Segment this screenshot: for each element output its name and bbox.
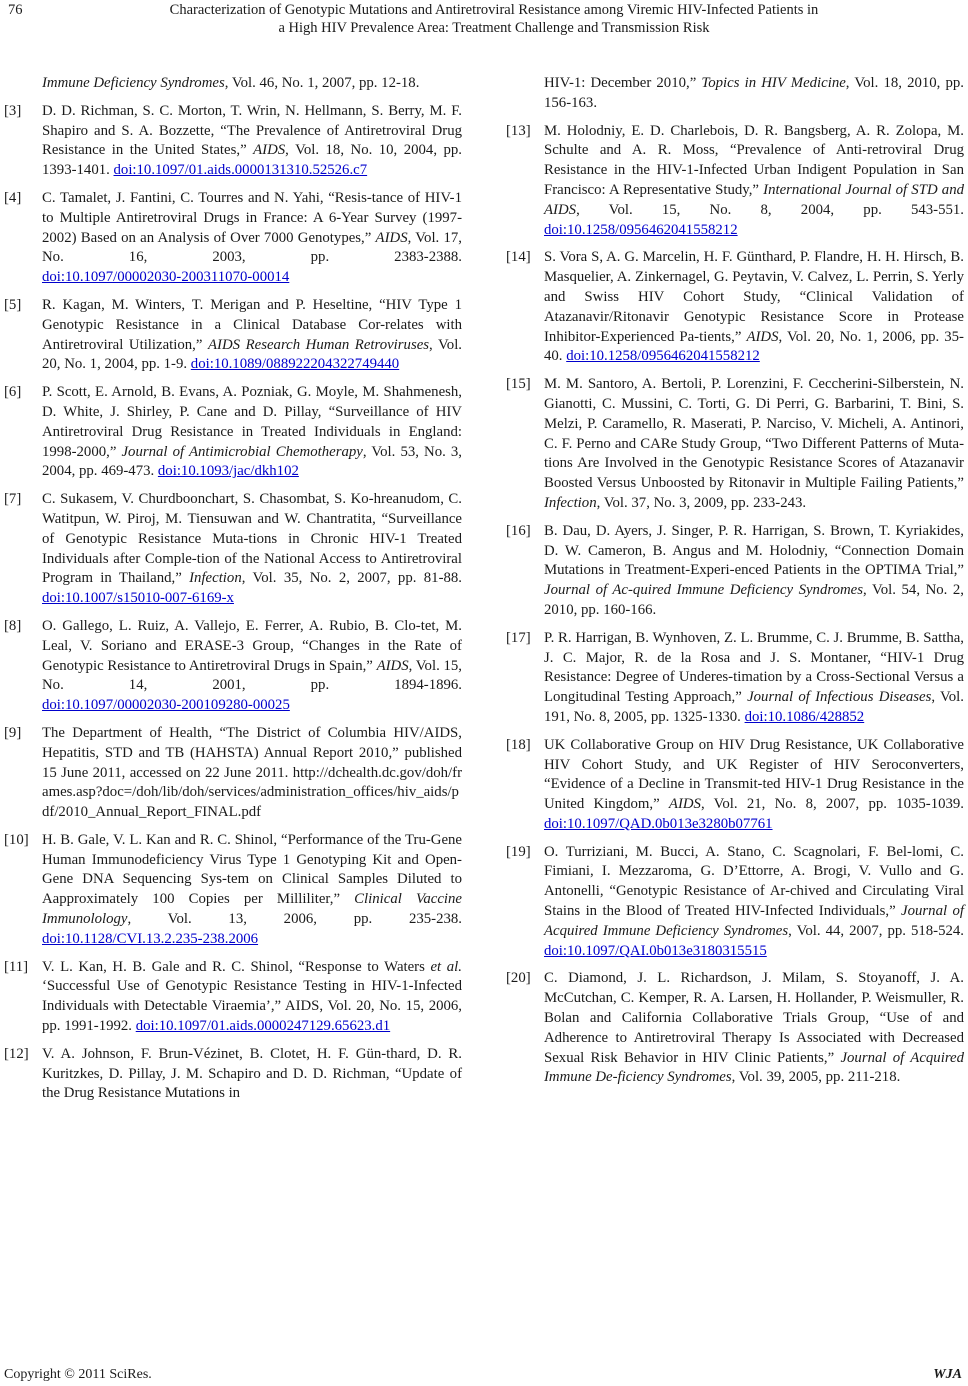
reference-item xyxy=(4,1045,462,1104)
reference-details: , Vol. 54, No. 2, 2010, pp. 160-166. xyxy=(544,582,965,618)
reference-number: [7] xyxy=(4,491,22,508)
reference-details: , Vol. 46, No. 1, 2007, pp. 12-18. xyxy=(224,75,420,91)
reference-details: , Vol. 44, 2007, pp. 518-524. xyxy=(788,922,965,939)
reference-text: UK Collaborative Group on HIV Drug Resistance, UK Collaborative HIV Cohort Study, and UK Register of HIV Seroconverters, “Evidence of a Decline in Transmit-ted HIV-1 Drug Resistance in the United Kingdom,” xyxy=(544,736,964,813)
journal-abbreviation: WJA xyxy=(933,1367,962,1382)
doi-link[interactable]: doi:10.1086/428852 xyxy=(744,708,865,725)
reference-number: [10] xyxy=(4,831,29,848)
reference-text: R. Kagan, M. Winters, T. Merigan and P. Heseltine, “HIV Type 1 Genotypic Resistance in a Clinical Database Cor-relates with Antiretroviral Utilization,” xyxy=(42,296,462,353)
reference-item xyxy=(506,969,964,1088)
reference-text: P. Scott, E. Arnold, B. Evans, A. Pozniak, G. Moyle, M. Shahmenesh, D. White, J. Shirley, P. Cane and D. Pillay, “Surveillance of HIV Antiretroviral Drug Resistance in Treated Individuals in England: 1998-2000,” xyxy=(42,384,462,460)
reference-details: , Vol. 39, 2005, pp. 211-218. xyxy=(731,1069,901,1086)
reference-item xyxy=(4,958,462,1037)
doi-link[interactable]: doi:10.1097/01.aids.0000131310.52526.c7 xyxy=(113,162,368,179)
doi-link[interactable]: doi:10.1007/s15010-007-6169-x xyxy=(42,590,234,607)
reference-details: , Vol. 20, No. 1, 2004, pp. 1-9. xyxy=(42,336,462,373)
journal-name: AIDS xyxy=(668,796,701,813)
reference-text: C. Sukasem, V. Churdboonchart, S. Chasombat, S. Ko-hreanudom, C. Watitpun, W. Piroj, M. Tiensuwan and W. Chantratita, “Surveillance of Genotypic Resistance Muta-tions in Chronic HIV-1 Treated Individuals after Comple-tion of the National Access to Antiretroviral Program in Thailand,” xyxy=(42,491,462,587)
reference-text: S. Vora S, A. G. Marcelin, H. F. Günthard, P. Flandre, H. H. Hirsch, B. Masquelier, A. Zinkernagel, G. Peytavin, V. Calvez, L. Perrin, S. Yerly and Swiss HIV Cohort Study, “Clinical Validation of Atazanavir/Ritonavir Genotypic Resistance Score in Protease Inhibitor-Experienced Pa-tients,” xyxy=(544,249,964,345)
reference-item xyxy=(506,248,964,367)
running-header-line-1: Characterization of Genotypic Mutations and Antiretroviral Resistance among Viremic HIV-Infected Patients in xyxy=(169,2,819,18)
journal-name: International Journal of STD and AIDS xyxy=(544,181,964,218)
reference-details: , Vol. 15, No. 8, 2004, pp. 543-551. xyxy=(576,201,964,218)
running-header xyxy=(60,1,928,37)
reference-details: , Vol. 18, No. 10, 2004, pp. 1393-1401. xyxy=(42,142,462,179)
reference-continuation xyxy=(4,74,462,94)
journal-name: Infection xyxy=(544,494,597,511)
reference-number: [6] xyxy=(4,384,22,401)
reference-item xyxy=(506,522,964,621)
reference-item xyxy=(4,296,462,375)
reference-item xyxy=(506,375,964,514)
reference-text: M. M. Santoro, A. Bertoli, P. Lorenzini, F. Ceccherini-Silberstein, N. Gianotti, C. Mussini, C. Torti, G. Di Perri, G. Barbarini, T. Bini, S. Melzi, P. Caramello, R. Maserati, P. Narciso, V. Micheli, A. Antinori, C. F. Perno and CARe Study Group, “Two Different Patterns of Muta-tions Are Involved in the Genotypic Resistance Scores of Atazanavir Boosted Versus Unboosted by Ritonavir in Multiple Failing Patients,” xyxy=(544,376,964,492)
reference-number: [9] xyxy=(4,724,22,741)
reference-text: C. Diamond, J. L. Richardson, J. Milam, S. Stoyanoff, J. A. McCutchan, C. Kemper, R. A. Larsen, H. Hollander, P. Weismuller, R. Bolan and California Collaborative Trials Group, “Use of and Adherence to Antiretroviral Therapy Is Associated with Decreased Sexual Risk Behavior in HIV Clinic Patients,” xyxy=(544,970,964,1066)
reference-item xyxy=(4,189,462,288)
reference-item xyxy=(4,383,462,482)
reference-text: H. B. Gale, V. L. Kan and R. C. Shinol, “Performance of the Tru-Gene Human Immunodeficiency Virus Type 1 Genotyping Kit and Open-Gene DNA Sequencing Sys-tem on Clinical Samples Diluted to Aapproximately 100 Copies per Milliliter,” xyxy=(42,831,462,908)
right-column xyxy=(506,74,964,1096)
reference-details: , Vol. 21, No. 8, 2007, pp. 1035-1039. xyxy=(700,796,964,813)
reference-details: , Vol. 15, No. 14, 2001, pp. 1894-1896. xyxy=(42,657,462,694)
journal-name: Journal of Acquired Immune Deficiency Syndromes xyxy=(544,903,964,939)
reference-text: D. D. Richman, S. C. Morton, T. Wrin, N. Hellmann, S. Berry, M. F. Shapiro and S. A. Bozzette, “The Prevalence of Antiretroviral Drug Resistance in the United States,” xyxy=(42,102,462,159)
left-column xyxy=(4,74,462,1112)
reference-continuation xyxy=(506,74,964,114)
reference-number: [14] xyxy=(506,249,531,266)
copyright-notice: Copyright © 2011 SciRes. xyxy=(4,1367,152,1382)
doi-link[interactable]: doi:10.1097/QAI.0b013e3180315515 xyxy=(544,942,767,959)
journal-name: Journal of Antimicrobial Chemotherapy xyxy=(121,443,363,460)
reference-number: [8] xyxy=(4,617,22,634)
doi-link[interactable]: doi:10.1128/CVI.13.2.235-238.2006 xyxy=(42,930,259,947)
reference-text: P. R. Harrigan, B. Wynhoven, Z. L. Brumme, C. J. Brumme, B. Sattha, J. C. Major, R. de la Rosa and J. S. Montaner, “HIV-1 Drug Resistance: Degree of Underes-timation by a Cross-Sectional Versus a Longitudinal Testing Approach,” xyxy=(544,629,964,706)
doi-link[interactable]: doi:10.1097/QAD.0b013e3280b07761 xyxy=(544,815,773,832)
reference-details: , Vol. 37, No. 3, 2009, pp. 233-243. xyxy=(596,494,807,511)
reference-number: [11] xyxy=(4,958,29,975)
journal-name: Journal of Infectious Diseases xyxy=(747,689,932,706)
doi-link[interactable]: doi:10.1089/088922204322749440 xyxy=(190,356,400,373)
reference-item xyxy=(506,843,964,962)
reference-number: [19] xyxy=(506,843,531,860)
reference-number: [4] xyxy=(4,189,22,206)
reference-item xyxy=(506,122,964,241)
reference-number: [12] xyxy=(4,1045,29,1062)
doi-link[interactable]: doi:10.1097/00002030-200311070-00014 xyxy=(42,269,290,286)
journal-name: Clinical Vaccine Immunolology xyxy=(42,891,462,928)
reference-details: , Vol. 20, No. 1, 2006, pp. 35-40. xyxy=(544,328,964,365)
reference-text: O. Turriziani, M. Bucci, A. Stano, C. Scagnolari, F. Bel-lomi, C. Fimiani, I. Mezzaroma, G. D’Ettorre, A. Brogi, V. Vullo and G. Antonelli, “Genotypic Resistance of Ar-chived and Circulating Viral Stains in the Blood of Treated HIV-Infected Individuals,” xyxy=(544,843,964,920)
reference-item xyxy=(4,102,462,181)
journal-name: AIDS xyxy=(746,328,779,345)
doi-link[interactable]: doi:10.1258/0956462041558212 xyxy=(566,348,760,365)
journal-name: AIDS xyxy=(253,142,286,159)
reference-item xyxy=(506,736,964,835)
journal-name: Journal of Acquired Immune De-ficiency Syndromes xyxy=(544,1049,964,1086)
reference-url: http://dchealth.dc.gov/doh/frames.asp?doc=/doh/lib/doh/services/administration_offices/hiv_aids/pdf/2010_Annual_Report_FINAL.pdf xyxy=(42,764,462,821)
journal-name: et al. xyxy=(430,958,462,975)
running-header-line-2: a High HIV Prevalence Area: Treatment Challenge and Transmission Risk xyxy=(278,20,710,36)
reference-number: [20] xyxy=(506,970,531,987)
reference-number: [15] xyxy=(506,376,531,393)
reference-text: The Department of Health, “The District of Columbia HIV/AIDS, Hepatitis, STD and TB (HAHSTA) Annual Report 2010,” published 15 June 2011, accessed on 22 June 2011. xyxy=(42,724,462,781)
doi-link[interactable]: doi:10.1093/jac/dkh102 xyxy=(157,463,299,480)
journal-name: AIDS Research Human Retroviruses xyxy=(208,336,430,353)
reference-text: B. Dau, D. Ayers, J. Singer, P. R. Harrigan, S. Brown, T. Kyriakides, D. W. Cameron, B. Angus and M. Holodniy, “Connection Domain Mutations in Treatment-Experi-enced Patients in the OPTIMA Trial,” xyxy=(544,522,964,579)
reference-text: M. Holodniy, E. D. Charlebois, D. R. Bangsberg, A. R. Zolopa, M. Schulte and A. R. Moss, “Prevalence of Anti-retroviral Drug Resistance in the HIV-1-Infected Urban Indigent Population in San Francisco: A Representative Study,” xyxy=(544,122,964,198)
reference-item xyxy=(4,831,462,950)
reference-number: [16] xyxy=(506,522,531,539)
journal-name: Journal of Ac-quired Immune Deficiency Syndromes xyxy=(544,582,863,599)
reference-text: V. L. Kan, H. B. Gale and R. C. Shinol, “Response to Waters xyxy=(42,958,431,975)
journal-name: Immune Deficiency Syndromes xyxy=(42,75,225,91)
journal-name: Infection xyxy=(189,570,242,587)
reference-text: HIV-1: December 2010,” xyxy=(544,75,702,91)
reference-number: [3] xyxy=(4,102,22,119)
reference-number: [13] xyxy=(506,122,531,139)
reference-details: ‘Successful Use of Genotypic Resistance Testing in HIV-1-Infected Individuals with Detectable Viraemia’,” AIDS, Vol. 20, No. 15, 2006, pp. 1991-1992. xyxy=(42,978,462,1035)
reference-item xyxy=(4,617,462,716)
reference-details: , Vol. 53, No. 3, 2004, pp. 469-473. xyxy=(42,443,463,480)
page-number: 76 xyxy=(8,2,23,18)
doi-link[interactable]: doi:10.1097/01.aids.0000247129.65623.d1 xyxy=(135,1018,391,1035)
reference-details: , Vol. 13, 2006, pp. 235-238. xyxy=(127,911,462,928)
reference-details: , Vol. 191, No. 8, 2005, pp. 1325-1330. xyxy=(544,689,964,725)
reference-text: O. Gallego, L. Ruiz, A. Vallejo, E. Ferrer, A. Rubio, B. Clo-tet, M. Leal, V. Soriano and ERASE-3 Group, “Changes in the Rate of Genotypic Resistance to Antiretroviral Drugs in Spain,” xyxy=(42,617,462,674)
journal-name: AIDS xyxy=(375,229,408,246)
reference-text: V. A. Johnson, F. Brun-Vézinet, B. Clotet, H. F. Gün-thard, D. R. Kuritzkes, D. Pillay, J. M. Schapiro and D. D. Richman, “Update of the Drug Resistance Mutations in xyxy=(42,1045,462,1102)
reference-item xyxy=(506,629,964,728)
reference-details: , Vol. 18, 2010, pp. 156-163. xyxy=(544,75,964,111)
doi-link[interactable]: doi:10.1258/0956462041558212 xyxy=(544,221,738,238)
journal-name: AIDS xyxy=(376,657,409,674)
reference-number: [17] xyxy=(506,629,531,646)
reference-text: C. Tamalet, J. Fantini, C. Tourres and N. Yahi, “Resis-tance of HIV-1 to Multiple Antiretroviral Drugs in France: A 6-Year Survey (1997-2002) Based on an Analysis of Over 7000 Genotypes,” xyxy=(42,189,462,246)
reference-item xyxy=(4,490,462,609)
reference-number: [18] xyxy=(506,736,531,753)
reference-details: , Vol. 17, No. 16, 2003, pp. 2383-2388. xyxy=(42,229,462,266)
journal-name: Topics in HIV Medicine xyxy=(701,75,846,91)
doi-link[interactable]: doi:10.1097/00002030-200109280-00025 xyxy=(42,697,290,714)
reference-details: , Vol. 35, No. 2, 2007, pp. 81-88. xyxy=(241,570,463,587)
reference-number: [5] xyxy=(4,296,22,313)
reference-item xyxy=(4,724,462,823)
